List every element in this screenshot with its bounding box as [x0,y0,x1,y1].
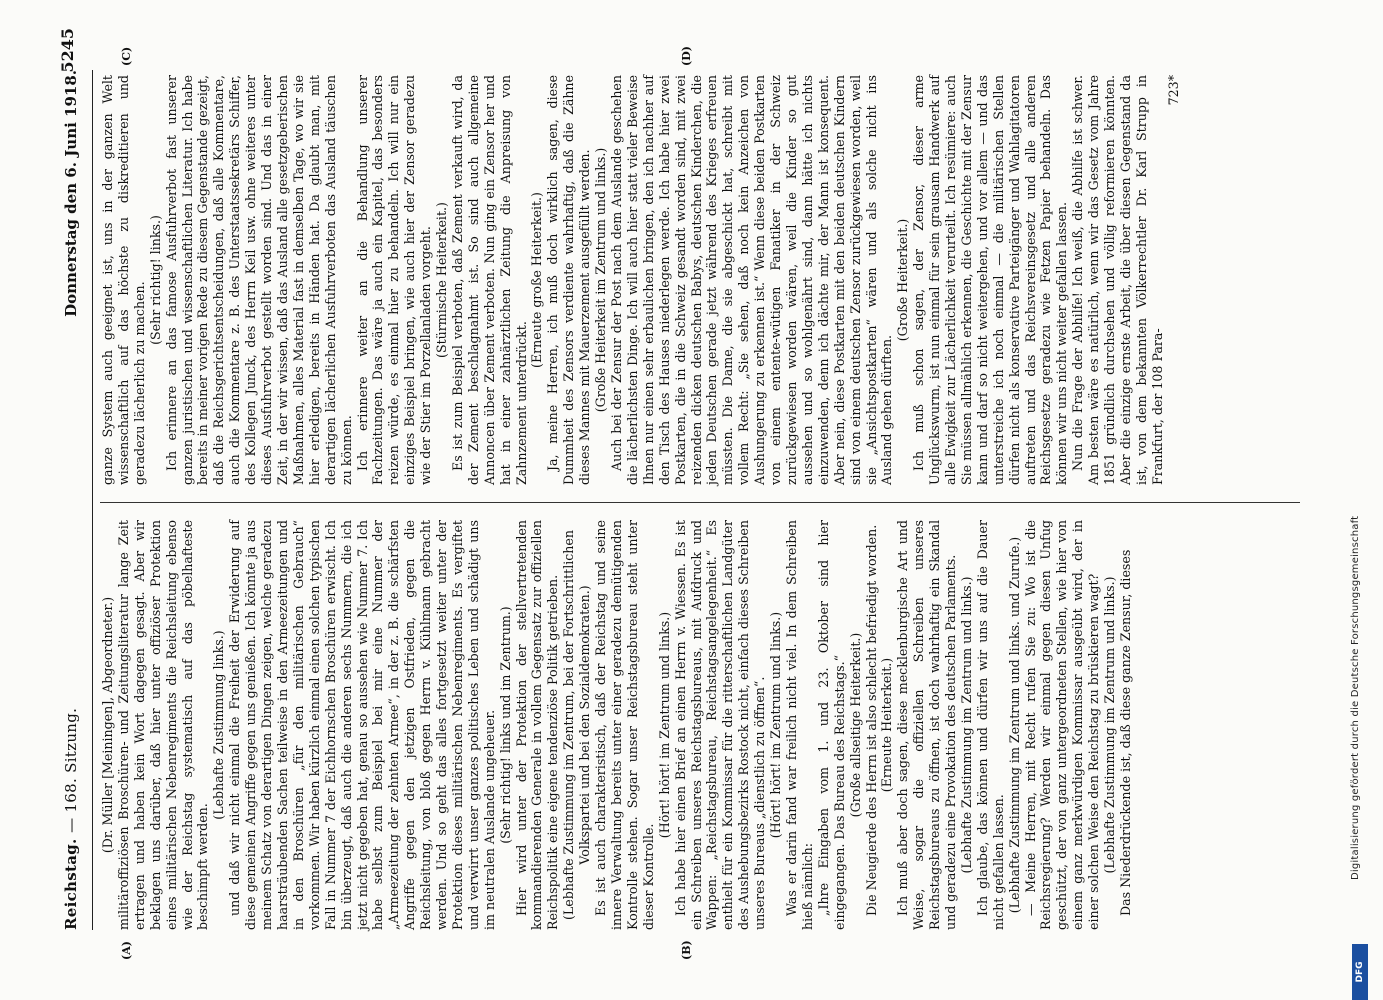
paragraph: Es ist auch charakteristisch, daß der Reichstag und seine innere Verwaltung bereits unter einer geradezu demütigenden Kontrolle stehen. Sogar unser Reichstagsbureau steht unter dieser Kontrolle. [593,520,656,930]
header-date: Donnerstag den 6. Juni 1918. [62,70,80,317]
stage-direction: (Große allseitige Heiterkeit.) [847,632,863,818]
paragraph: Auch bei der Zensur der Post nach dem Auslande geschehen die lächerlichsten Dinge. Ich will auch hier statt vieler Beweise Ihnen nur einen sehr erbaulichen bringen, den ich nachher auf den Tisch des Hauses niederlegen werde. Ich habe hier zwei Postkarten, die in die Schweiz gesandt worden sind, mit zwei reizenden dicken deutschen Babys, deutschen Kinderchen, die jeden Deutschen gerade jetzt während des Krieges erfreuen müssten. Die Dame, die sie abgeschickt hat, schreibt mit vollem Recht: „Sie sehen, daß noch kein Anzeichen von Aushungerung zu erkennen ist.“ Wenn diese beiden Postkarten von einem entente-wütigen Fanatiker in der Schweiz zurückgewiesen worden wären, weil die Kinder so gut aussehen und so wohlgenährt sind, dann hätte ich nichts einzuwenden, denn ich dächte mir, der Mann ist konsequent. Aber nein, diese Postkarten mit den beiden deutschen Kindern sind von einem deutschen Zensor zurückgewiesen worden, weil sie „Ansichtspostkarten“ wären und als solche nicht ins Ausland gehen dürften. [609,75,895,485]
paragraph: militäroffiziösen Broschüren- und Zeitungsliteratur lange Zeit ertragen und haben kein Wort dagegen gesagt. Aber wir beklagen uns darüber, daß hier unter offiziöser Protektion eines militärischen Nebenregiments die Reichsleitung ebenso wie der Reichstag systematisch auf das pöbelhafteste beschimpft werden. [115,520,211,930]
stage-direction: (Hört! hört! im Zentrum und links.) [768,611,784,839]
paragraph: Das Niederdrückende ist, daß diese ganze Zensur, dieses [1118,549,1133,916]
stage-direction: (Lebhafte Zustimmung im Zentrum und links. und Zurufe.) [1006,536,1022,914]
paragraph: Ich habe hier einen Brief an einen Herrn v. Wiessen. Es ist ein Schreiben unseres Reichstagsbureaus, mit Aufdruck und Wappen: „Reichstagsbureau, Reichstagsangelegenheit.“ Es enthielt für ein Kommissar für die ritterschaftlichen Landgüter des Aushebungsbezirks Rostock nicht, einfach dieses Schreiben unseres Bureaus „dienstlich zu öffnen“. [672,520,768,930]
stage-direction: (Stürmische Heiterkeit.) [434,202,450,358]
paragraph: Ja, meine Herren, ich muß doch wirklich sagen, diese Dummheit des Zensors verdiente wahrhaftig, daß die Zähne dieses Mannes mit Mauerzement ausgefüllt werden. [545,75,593,485]
header-title: Reichstag. [62,838,80,930]
dfg-badge: DFG [1352,944,1368,1000]
paragraph: und daß wir nicht einmal die Freiheit der Erwiderung auf diese gemeinen Angriffe gegen uns genießen. Ich könnte ja aus meinem Schatz von derartigen Dingen zeigen, welche geradezu haarsträubenden Sachen teilweise in den Armeezeitungen und in den Broschüren „für den militärischen Gebrauch“ vorkommen. Wir haben kürzlich einmal einen solchen typischen Fall in Nummer 7 der Eichhornschen Broschüren erwischt. Ich bin überzeugt, daß auch die anderen sechs Nummern, die ich jetzt nicht gegeben hat, genau so aussehen wie Nummer 7. Ich habe selbst zum Beispiel bei mir eine Nummer der „Armeezeitung der zehnten Armee“, in der z. B. die schärfsten Angriffe gegen den jetzigen Ostfrieden, gegen die Reichsleitung, von bloß gegen Herrn v. Kühlmann gebracht werden. Und so geht das alles fortgesetzt weiter unter der Protektion dieses militärischen Nebenregiments. Es vergiftet und verwirrt unser ganzes politisches Leben und schädigt uns im neutralen Auslande ungeheuer. [227,520,497,930]
right-column [100,75,1182,485]
paragraph: Was er darin fand war freilich nicht viel. In dem Schreiben hieß nämlich: [783,520,815,930]
paragraph: Ich muß schon sagen, der Zensor, dieser arme Unglückswurm, ist nun einmal für sein grausam Handwerk auf alle Ewigkeit zur Lächerlichkeit verurteilt. Ich resümiere: auch Sie müssen allmählich erkennen, die Geschichte mit der Zensur kann und darf so nicht weitergehen, und vor allem — und das unterstreiche ich noch einmal — die militärischen Stellen dürfen nicht als konservative Parteigänger und Wahlagitatoren auftreten und das Reichsvereinsgesetz und alle anderen Reichsgesetze geradezu wie Fetzen Papier behandeln. Das können wir uns nicht weiter gefallen lassen. [911,75,1070,485]
stage-direction: (Lebhafte Zustimmung im Zentrum und links.) [958,576,974,874]
paragraph: Ich muß aber doch sagen, diese mecklenburgische Art und Weise, sogar die offiziellen Schreiben unseres Reichstagsbureaus zu öffnen, ist doch wahrhaftig ein Skandal und geradezu eine Provokation des deutschen Parlaments. [895,520,959,930]
header-session: — 168. Sitzung. [62,707,80,833]
paragraph: ganze System auch geeignet ist, uns in der ganzen Welt wissenschaftlich auf das höchste zu diskreditieren und geradezu lächerlich zu machen. [100,75,147,485]
stage-direction: (Erneute große Heiterkeit.) [529,192,545,368]
header-left [62,708,80,930]
paragraph: Nun die Frage der Abhilfe! Ich weiß, die Abhilfe ist schwer. Am besten wäre es natürlich, wenn wir das Gesetz vom Jahre 1851 gründlich durchsehen und völlig reformieren könnten. Aber die einzige ernste Arbeit, die über diesen Gegenstand da ist, von dem bekannten Völkerrechtler Dr. Karl Strupp in Frankfurt, der 108 Para- [1070,75,1165,485]
paragraph: Ich erinnere weiter an die Behandlung unserer Fachzeitungen. Das wäre ja auch ein Kapitel, das besonders reizen würde, es einmal hier zu behandeln. Ich will nur ein einziges Beispiel bringen, wie auch hier der Zensor geradezu wie der Stier im Porzellanladen vorgeht. [354,75,434,485]
stage-direction: (Lebhafte Zustimmung im Zentrum und links.) [1102,576,1118,874]
stage-direction: (Sehr richtig! links und im Zentrum.) [497,606,513,844]
column-divider [100,502,1300,503]
paragraph: Ich glaube, das können und dürfen wir uns auf die Dauer nicht gefallen lassen. [974,520,1006,930]
margin-marker-b: (B) [680,940,693,960]
stage-direction: (Große Heiterkeit.) [895,218,911,342]
speaker-attribution: (Dr. Müller [Meiningen], Abgeordneter.) [100,596,115,854]
page-number: 5245 [58,28,77,73]
stage-direction: (Erneute Heiterkeit.) [879,657,895,793]
paragraph: Es ist zum Beispiel verboten, daß Zement verkauft wird, da der Zement beschlagnahmt ist. So sind auch allgemeine Annoncen über Zement verboten. Nun ging ein Zensor her und hat in einer zahnärztlichen Zeitung die Anpreisung von Zahnzement unterdrückt. [449,75,529,485]
left-column [100,520,1134,930]
quotation: „Ihre Eingaben vom 1. und 23. Oktober sind hier eingegangen. Das Bureau des Reichstags.“ [815,520,847,930]
page-header [58,28,93,930]
margin-marker-c: (C) [120,46,133,66]
margin-marker-a: (A) [120,941,133,960]
stage-direction: (Große Heiterkeit im Zentrum und links.) [593,147,609,413]
paragraph: Ich erinnere an das famose Ausfuhrverbot fast unserer ganzen juristischen und wissenschaftlichen Literatur. Ich habe bereits in meiner vorigen Rede zu diesem Gegenstande gezeigt, daß die Reichsgerichtsentscheidungen, daß alle Kommentare, auch die Kommentare z. B. des Unterstaatssekretärs Schiffer, des Kollegen Junck, des Herrn Keil usw. ohne weiteres unter dieses Ausfuhrverbot gestellt worden sind. Und das in einer Zeit, in der wir wissen, daß das Ausland alle gesetzgeberischen Maßnahmen, alles Material fast in demselben Tage, wo wir sie hier erledigen, bereits in Händen hat. Da glaubt man, mit derartigen lächerlichen Ausfuhrverboten das Ausland täuschen zu können. [163,75,354,485]
stage-direction: (Lebhafte Zustimmung links.) [211,630,227,820]
stage-direction: (Sehr richtig! links.) [147,215,163,345]
paragraph: Hier wird unter der Protektion der stellvertretenden kommandierenden Generale in vollem Gegensatz zur offiziellen Reichspolitik eine eigene tendenziöse Politik getrieben. [513,520,561,930]
paragraph: Die Neugierde des Herrn ist also schlecht befriedigt worden. [863,524,879,916]
paragraph: — Meine Herren, mit Recht rufen Sie zu: Wo ist die Reichsregierung? Werden wir einmal gegen diesen Unfug geschützt, der von ganz untergeordneten Stellen, wie hier von einem ganz merkwürdigen Kommissar ausgeübt wird, der in einer solchen Weise den Reichstag zu brüskieren wagt? [1022,520,1102,930]
signature-mark: 723* [1165,75,1181,106]
margin-marker-d: (D) [680,46,693,66]
digitization-credit: Digitalisierung gefördert durch die Deutsche Forschungsgemeinschaft [1350,515,1361,880]
stage-direction: (Lebhafte Zustimmung im Zentrum, bei der Fortschrittlichen Volkspartei und bei den Sozialdemokraten.) [561,530,593,920]
stage-direction: (Hört! hört! im Zentrum und links.) [656,611,672,839]
